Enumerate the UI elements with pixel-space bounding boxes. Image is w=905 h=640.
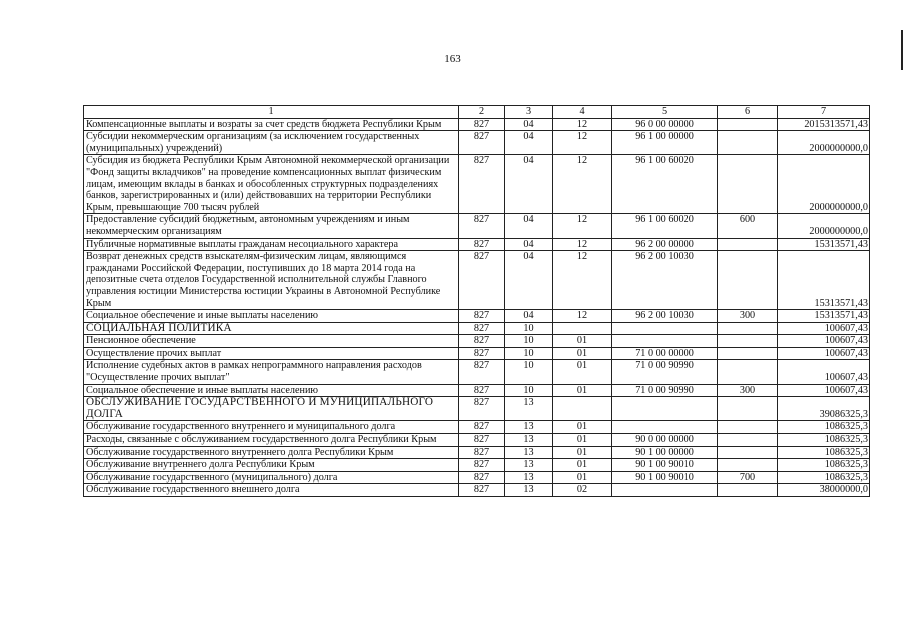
row-name-cell: Обслуживание государственного внутреннего долга Республики Крым [84, 446, 459, 459]
row-code-cell: 827 [459, 397, 505, 421]
row-subsection-cell: 01 [553, 360, 612, 384]
row-code-cell: 827 [459, 446, 505, 459]
row-expense-type-cell [718, 322, 778, 335]
row-section-cell: 13 [505, 459, 553, 472]
row-code-cell: 827 [459, 238, 505, 251]
row-target-article-cell [612, 421, 718, 434]
header-cell: 1 [84, 106, 459, 119]
row-expense-type-cell: 300 [718, 310, 778, 323]
budget-table [83, 105, 870, 497]
row-amount-cell: 2000000000,0 [778, 214, 870, 238]
row-expense-type-cell [718, 397, 778, 421]
row-code-cell: 827 [459, 214, 505, 238]
row-code-cell: 827 [459, 131, 505, 155]
row-subsection-cell [553, 397, 612, 421]
row-target-article-cell: 96 1 00 60020 [612, 155, 718, 214]
row-subsection-cell: 01 [553, 421, 612, 434]
row-section-cell: 04 [505, 118, 553, 131]
header-cell: 7 [778, 106, 870, 119]
row-target-article-cell: 96 2 00 10030 [612, 251, 718, 310]
row-section-cell: 13 [505, 484, 553, 497]
row-subsection-cell: 01 [553, 347, 612, 360]
row-amount-cell: 15313571,43 [778, 238, 870, 251]
row-target-article-cell [612, 322, 718, 335]
row-name-cell: Расходы, связанные с обслуживанием государственного долга Республики Крым [84, 434, 459, 447]
row-target-article-cell: 90 1 00 00000 [612, 446, 718, 459]
row-section-cell: 10 [505, 347, 553, 360]
row-subsection-cell: 12 [553, 238, 612, 251]
row-section-cell: 13 [505, 446, 553, 459]
row-target-article-cell [612, 484, 718, 497]
row-section-cell: 10 [505, 360, 553, 384]
table-row [84, 397, 870, 421]
row-name-cell: Субсидия из бюджета Республики Крым Автономной некоммерческой организации "Фонд защиты вкладчиков" на проведение компенсационных выплат физическим лицам, имеющим вклады в банках и обособленных структурных подразделениях банков, зарегистрированных и (или) действовавших на территории Республики Крым, превышающие 700 тысяч рублей [84, 155, 459, 214]
header-cell: 3 [505, 106, 553, 119]
row-name-cell: Обслуживание внутреннего долга Республики Крым [84, 459, 459, 472]
row-name-cell: Осуществление прочих выплат [84, 347, 459, 360]
row-target-article-cell: 71 0 00 90990 [612, 384, 718, 397]
row-code-cell: 827 [459, 335, 505, 348]
row-amount-cell: 2015313571,43 [778, 118, 870, 131]
row-code-cell: 827 [459, 251, 505, 310]
row-expense-type-cell [718, 421, 778, 434]
row-section-cell: 10 [505, 384, 553, 397]
row-section-cell: 04 [505, 131, 553, 155]
row-amount-cell: 100607,43 [778, 335, 870, 348]
row-code-cell: 827 [459, 155, 505, 214]
row-amount-cell: 15313571,43 [778, 251, 870, 310]
header-cell: 4 [553, 106, 612, 119]
row-expense-type-cell: 600 [718, 214, 778, 238]
row-expense-type-cell [718, 446, 778, 459]
row-name-cell: Обслуживание государственного внешнего долга [84, 484, 459, 497]
row-subsection-cell: 01 [553, 446, 612, 459]
table-header-row [84, 106, 870, 119]
row-subsection-cell: 01 [553, 459, 612, 472]
table-row [84, 360, 870, 384]
table-row [84, 310, 870, 323]
row-amount-cell: 39086325,3 [778, 397, 870, 421]
row-code-cell: 827 [459, 384, 505, 397]
table-row [84, 155, 870, 214]
row-section-cell: 10 [505, 322, 553, 335]
row-code-cell: 827 [459, 347, 505, 360]
row-code-cell: 827 [459, 421, 505, 434]
table-row [84, 251, 870, 310]
row-code-cell: 827 [459, 471, 505, 484]
row-expense-type-cell [718, 347, 778, 360]
row-amount-cell: 100607,43 [778, 322, 870, 335]
row-expense-type-cell [718, 238, 778, 251]
table-row [84, 335, 870, 348]
row-target-article-cell: 96 0 00 00000 [612, 118, 718, 131]
table-row [84, 384, 870, 397]
row-amount-cell: 100607,43 [778, 360, 870, 384]
row-code-cell: 827 [459, 459, 505, 472]
scan-edge-mark [901, 30, 903, 70]
row-name-cell: Субсидии некоммерческим организациям (за исключением государственных (муниципальных) учреждений) [84, 131, 459, 155]
table-row [84, 347, 870, 360]
row-name-cell: Обслуживание государственного внутреннего и муниципального долга [84, 421, 459, 434]
row-subsection-cell: 12 [553, 155, 612, 214]
table-row [84, 131, 870, 155]
row-target-article-cell [612, 335, 718, 348]
row-expense-type-cell [718, 155, 778, 214]
header-cell: 2 [459, 106, 505, 119]
row-subsection-cell: 01 [553, 335, 612, 348]
row-code-cell: 827 [459, 360, 505, 384]
row-name-cell: Предоставление субсидий бюджетным, автономным учреждениям и иным некоммерческим организациям [84, 214, 459, 238]
page-number: 163 [444, 53, 461, 65]
row-expense-type-cell [718, 118, 778, 131]
header-cell: 5 [612, 106, 718, 119]
row-target-article-cell: 71 0 00 00000 [612, 347, 718, 360]
row-code-cell: 827 [459, 484, 505, 497]
row-name-cell: СОЦИАЛЬНАЯ ПОЛИТИКА [84, 322, 459, 335]
row-target-article-cell: 71 0 00 90990 [612, 360, 718, 384]
row-target-article-cell: 90 0 00 00000 [612, 434, 718, 447]
row-name-cell: Исполнение судебных актов в рамках непрограммного направления расходов "Осуществление прочих выплат" [84, 360, 459, 384]
row-section-cell: 04 [505, 214, 553, 238]
table-row [84, 238, 870, 251]
row-subsection-cell: 02 [553, 484, 612, 497]
row-section-cell: 04 [505, 238, 553, 251]
row-name-cell: Пенсионное обеспечение [84, 335, 459, 348]
table-row [84, 471, 870, 484]
row-amount-cell: 100607,43 [778, 384, 870, 397]
row-subsection-cell: 12 [553, 214, 612, 238]
table-row [84, 421, 870, 434]
row-section-cell: 10 [505, 335, 553, 348]
row-section-cell: 13 [505, 397, 553, 421]
row-name-cell: Социальное обеспечение и иные выплаты населению [84, 310, 459, 323]
table-row [84, 118, 870, 131]
row-amount-cell: 15313571,43 [778, 310, 870, 323]
row-subsection-cell: 01 [553, 471, 612, 484]
row-amount-cell: 1086325,3 [778, 434, 870, 447]
row-amount-cell: 2000000000,0 [778, 155, 870, 214]
row-target-article-cell: 96 2 00 00000 [612, 238, 718, 251]
row-expense-type-cell: 300 [718, 384, 778, 397]
row-name-cell: Возврат денежных средств взыскателям-физическим лицам, являющимся гражданами Российской Федерации, поступивших до 18 марта 2014 года на депозитные счета отделов Государственной исполнительной службы Главного управления юстиции Министерства юстиции Украины в Автономной Республике Крым [84, 251, 459, 310]
row-amount-cell: 1086325,3 [778, 459, 870, 472]
row-name-cell: Публичные нормативные выплаты гражданам несоциального характера [84, 238, 459, 251]
row-expense-type-cell [718, 459, 778, 472]
table-row [84, 459, 870, 472]
row-name-cell: Социальное обеспечение и иные выплаты населению [84, 384, 459, 397]
row-expense-type-cell [718, 434, 778, 447]
row-target-article-cell: 96 2 00 10030 [612, 310, 718, 323]
row-subsection-cell: 12 [553, 310, 612, 323]
row-amount-cell: 100607,43 [778, 347, 870, 360]
row-subsection-cell: 01 [553, 384, 612, 397]
row-expense-type-cell [718, 484, 778, 497]
row-subsection-cell [553, 322, 612, 335]
row-target-article-cell [612, 397, 718, 421]
table-row [84, 214, 870, 238]
row-amount-cell: 1086325,3 [778, 446, 870, 459]
row-code-cell: 827 [459, 434, 505, 447]
row-target-article-cell: 96 1 00 60020 [612, 214, 718, 238]
table-row [84, 434, 870, 447]
row-expense-type-cell [718, 251, 778, 310]
row-subsection-cell: 12 [553, 118, 612, 131]
table-row [84, 484, 870, 497]
row-code-cell: 827 [459, 310, 505, 323]
row-amount-cell: 38000000,0 [778, 484, 870, 497]
table-row [84, 446, 870, 459]
row-code-cell: 827 [459, 118, 505, 131]
row-section-cell: 04 [505, 155, 553, 214]
row-subsection-cell: 01 [553, 434, 612, 447]
row-target-article-cell: 90 1 00 90010 [612, 459, 718, 472]
table-row [84, 322, 870, 335]
row-subsection-cell: 12 [553, 251, 612, 310]
row-amount-cell: 1086325,3 [778, 421, 870, 434]
row-target-article-cell: 96 1 00 00000 [612, 131, 718, 155]
row-name-cell: Компенсационные выплаты и возраты за счет средств бюджета Республики Крым [84, 118, 459, 131]
row-name-cell: ОБСЛУЖИВАНИЕ ГОСУДАРСТВЕННОГО И МУНИЦИПАЛЬНОГО ДОЛГА [84, 397, 459, 421]
row-name-cell: Обслуживание государственного (муниципального) долга [84, 471, 459, 484]
row-expense-type-cell [718, 131, 778, 155]
row-expense-type-cell [718, 335, 778, 348]
row-amount-cell: 2000000000,0 [778, 131, 870, 155]
row-expense-type-cell [718, 360, 778, 384]
row-target-article-cell: 90 1 00 90010 [612, 471, 718, 484]
header-cell: 6 [718, 106, 778, 119]
row-section-cell: 13 [505, 421, 553, 434]
row-section-cell: 13 [505, 471, 553, 484]
row-section-cell: 04 [505, 251, 553, 310]
row-subsection-cell: 12 [553, 131, 612, 155]
row-expense-type-cell: 700 [718, 471, 778, 484]
row-code-cell: 827 [459, 322, 505, 335]
row-section-cell: 13 [505, 434, 553, 447]
row-section-cell: 04 [505, 310, 553, 323]
row-amount-cell: 1086325,3 [778, 471, 870, 484]
